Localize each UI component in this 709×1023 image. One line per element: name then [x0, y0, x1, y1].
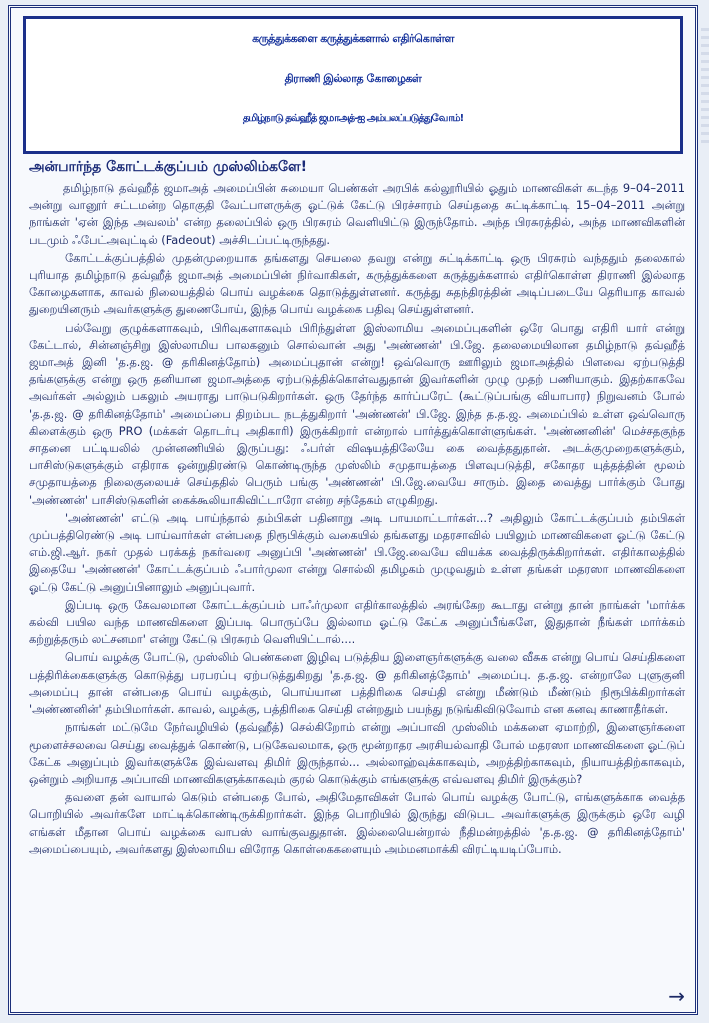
- paragraph: இப்படி ஒரு கேவலமான கோட்டக்குப்பம் பாஃர்முலா எதிர்காலத்தில் அரங்கேற கூடாது என்று தான் நாங்கள் 'மார்க்க கல்வி பயில வந்த மாணவிகளை இப்படி பொருப்பே இல்லாம ஓட்டு கேட்க அனுப்பீங்களே, இதுதான் நீங்கள் மார்க்கம் கற்றுத்தரும் லட்சனமா' என்று கேட்டு பிரசுரம் வெளியிட்டால்....: [29, 597, 685, 647]
- paragraph: பொய் வழக்கு போட்டு, முஸ்லிம் பெண்களை இழிவு படுத்திய இளைஞர்களுக்கு வலை வீசுக என்று பொய் செய்திகளை பத்திரிக்கைகளுக்கு கொடுத்து பரபரப்பு ஏற்படுத்துகிறது 'த.த.ஜ. @ தரிகினத்தோம்' அமைப்பு. த.த.ஜ. என்றாலே புளுகுனி அமைப்பு தான் என்பதை பொய் வழக்கும், பொய்யான பத்திரிகை செய்தி என்று மீண்டும் மீண்டும் நிரூபிக்கிறார்கள் 'அண்ணனின்' தம்பிமார்கள். காவல், வழக்கு, பத்திரிகை செய்தி என்றதும் பயந்து நடுங்கிவிடுவோம் என கனவு காணாதீர்கள்.: [29, 650, 685, 717]
- scan-bleed-edge: [701, 28, 709, 148]
- continue-arrow-icon: →: [668, 984, 685, 1008]
- headline-line-1: கருத்துக்களை கருத்துக்களால் எதிர்கொள்ள: [252, 32, 454, 45]
- headline-line-2: திராணி இல்லாத கோழைகள்: [284, 72, 422, 85]
- salutation: அன்பார்ந்த கோட்டக்குப்பம் முஸ்லிம்களே!: [29, 159, 307, 175]
- headline-line-3: தமிழ்நாடு தவ்ஹீத் ஜமாஅத்-ஐ அம்பலப்படுத்துவோம்!: [242, 113, 464, 124]
- paragraph: நாங்கள் மட்டுமே நேர்வழியில் (தவ்ஹீத்) செல்கிறோம் என்று அப்பாவி முஸ்லிம் மக்களை ஏமாற்றி, இளைஞர்களை மூளைச்சலவை செய்து வைத்துக் கொண்டு, படுகேவலமாக, ஒரு மூன்றாதர அரசியல்வாதி போல் மதரஸா மாணவிகளை ஓட்டுப் கேட்க அனுப்பும் இவர்களுக்கே இவ்வளவு திமிர் இருந்தால்... அல்லாஹ்வுக்காகவும், அறத்திற்காகவும், நியாயத்திற்காகவும், ஒன்றும் அறியாத அப்பாவி மாணவிகளுக்காகவும் குரல் கொடுக்கும் எங்களுக்கு எவ்வளவு திமிர் இருக்கும்?: [29, 720, 685, 786]
- headline-box: [23, 16, 683, 154]
- paragraph: கோட்டக்குப்பத்தில் முதன்முறையாக தங்களது செயலை தவறு என்று சுட்டிக்காட்டி ஒரு பிரசுரம் வந்ததும் தலைகால் புரியாத தமிழ்நாடு தவ்ஹீத் ஜமாஅத் அமைப்பின் நிர்வாகிகள், கருத்துக்களை கருத்துக்களால் எதிர்கொள்ள திராணி இல்லாத கோழைகளாக, காவல் நிலையத்தில் பொய் வழக்கை தொடுத்துள்ளனர். கருத்து சுதந்திரத்தின் அடிப்படையே தெரியாத காவல் துறையினரும் அவர்களுக்கு துணைபோய், இந்த பொய் வழக்கை பதிவு செய்துள்ளனர்.: [29, 250, 685, 317]
- pamphlet-page: [8, 5, 698, 1015]
- paragraph: தமிழ்நாடு தவ்ஹீத் ஜமாஅத் அமைப்பின் சுமையா பெண்கள் அரபிக் கல்லூரியில் ஓதும் மாணவிகள் கடந்த 9–04–2011 அன்று வானூர் சட்டமன்ற தொகுதி வேட்பாளருக்கு ஓட்டுக் கேட்டு பிரச்சாரம் செய்ததை சுட்டிக்காட்டி 15–04–2011 அன்று நாங்கள் 'ஏன் இந்த அவலம்' என்ற தலைப்பில் ஒரு பிரசுரம் வெளியிட்டு இருந்தோம். அந்த பிரசுரத்தில், அந்த மாணவிகளின் படமும் ஃபேட்அவுட்டில் (Fadeout) அச்சிடப்பட்டிருந்தது.: [29, 181, 685, 247]
- paragraph: பல்வேறு குழுக்களாகவும், பிரிவுகளாகவும் பிரிந்துள்ள இஸ்லாமிய அமைப்புகளின் ஒரே பொது எதிரி யார் என்று கேட்டால், சின்னஞ்சிறு இஸ்லாமிய பாலகனும் சொல்வான் அது 'அண்ணன்' பி.ஜே. தலைமையிலான தமிழ்நாடு தவ்ஹீத் ஜமாஅத் இனி 'த.த.ஜ. @ தரிகினத்தோம்) அமைப்புதான் என்று! ஒவ்வொரு ஊரிலும் ஜமாஅத்தில் பிளவை ஏற்படுத்தி தங்களுக்கு என்று ஒரு தனியான ஜமாஅத்தை ஏற்படுத்திக்கொள்வதுதான் இவர்களின் முழு முதற் பணியாகும். இதற்காகவே அவர்கள் அல்லும் பகலும் அயராது பாடுபடுகிறார்கள். ஒரு தேர்ந்த கார்ப்பரேட் (கூட்டுப்பங்கு வியாபார) நிறுவனம் போல் 'த.த.ஜ. @ தரிகினத்தோம்' அமைப்பை திறம்பட நடத்துகிறார் 'அண்ணன்' பி.ஜே. இந்த த.த.ஜ. அமைப்பில் உள்ள ஒவ்வொரு கிளைக்கும் ஒரு PRO (மக்கள் தொடர்பு அதிகாரி) இருக்கிறார் என்றால் பார்த்துக்கொள்ளுங்கள். 'அண்ணனின்' மெச்சதகுந்த சாதனை பட்டியலில் முன்னணியில் இருப்பது: ஃபர்ள் விஷயத்திலேயே கை வைத்ததுதான். அடக்குமுறைகளுக்கும், பாசிஸ்டுகளுக்கும் எதிராக ஒன்றுதிரண்டு கொண்டிருந்த முஸ்லிம் சமுதாயத்தை பிளவுபடுத்தி, சகோதர யுத்தத்தின் மூலம் சமுதாயத்தை நிலைகுலையச் செய்ததில் பெரும் பங்கு 'அண்ணன்' பி.ஜே.வையே சாரும். இதை வைத்து பார்க்கும் போது 'அண்ணன்' பாசிஸ்டுகளின் கைக்கூலியாகிவிட்டாரோ என்ற சந்தேகம் எழுகிறது.: [29, 320, 685, 507]
- body-text: [29, 180, 685, 859]
- paragraph: 'அண்ணன்' எட்டு அடி பாய்ந்தால் தம்பிகள் பதினாறு அடி பாயமாட்டார்கள்...? அதிலும் கோட்டக்குப்பம் தம்பிகள் முப்பத்திரெண்டு அடி பாய்வார்கள் என்பதை நிரூபிக்கும் வகையில் தங்களது மதரசாவில் பயிலும் மாணவிகளை ஓட்டு கேட்டு எம்.ஜி.ஆர். நகர் முதல் பரக்கத் நகர்வரை அனுப்பி 'அண்ணன்' பி.ஜே.வையே வியக்க வைத்திருக்கிறார்கள். எதிர்காலத்தில் இதையே 'அண்ணன்' கோட்டக்குப்பம் ஃபார்முலா என்று சொல்லி தமிழகம் முழுவதும் உள்ள தங்கள் மதரஸா மாணவிகளை ஓட்டு கேட்டு அனுப்பினாலும் அனுப்புவார்.: [29, 510, 685, 594]
- paragraph: தவளை தன் வாயால் கெடும் என்பதை போல், அதிமேதாவிகள் போல் பொய் வழக்கு போட்டு, எங்களுக்காக வைத்த பொறியில் அவர்களே மாட்டிக்கொண்டிருக்கிறார்கள். இந்த பொறியில் இருந்து விடுபட அவர்களுக்கு இருக்கும் ஒரே வழி எங்கள் மீதான பொய் வழக்கை வாபஸ் வாங்குவதுதான். இல்லையென்றால் நீதிமன்றத்தில் 'த.த.ஜ. @ தரிகினத்தோம்' அமைப்பையும், அவர்களது இஸ்லாமிய விரோத கொள்கைகளையும் அம்மனமாக்கி விரட்டியடிப்போம்.: [29, 790, 685, 856]
